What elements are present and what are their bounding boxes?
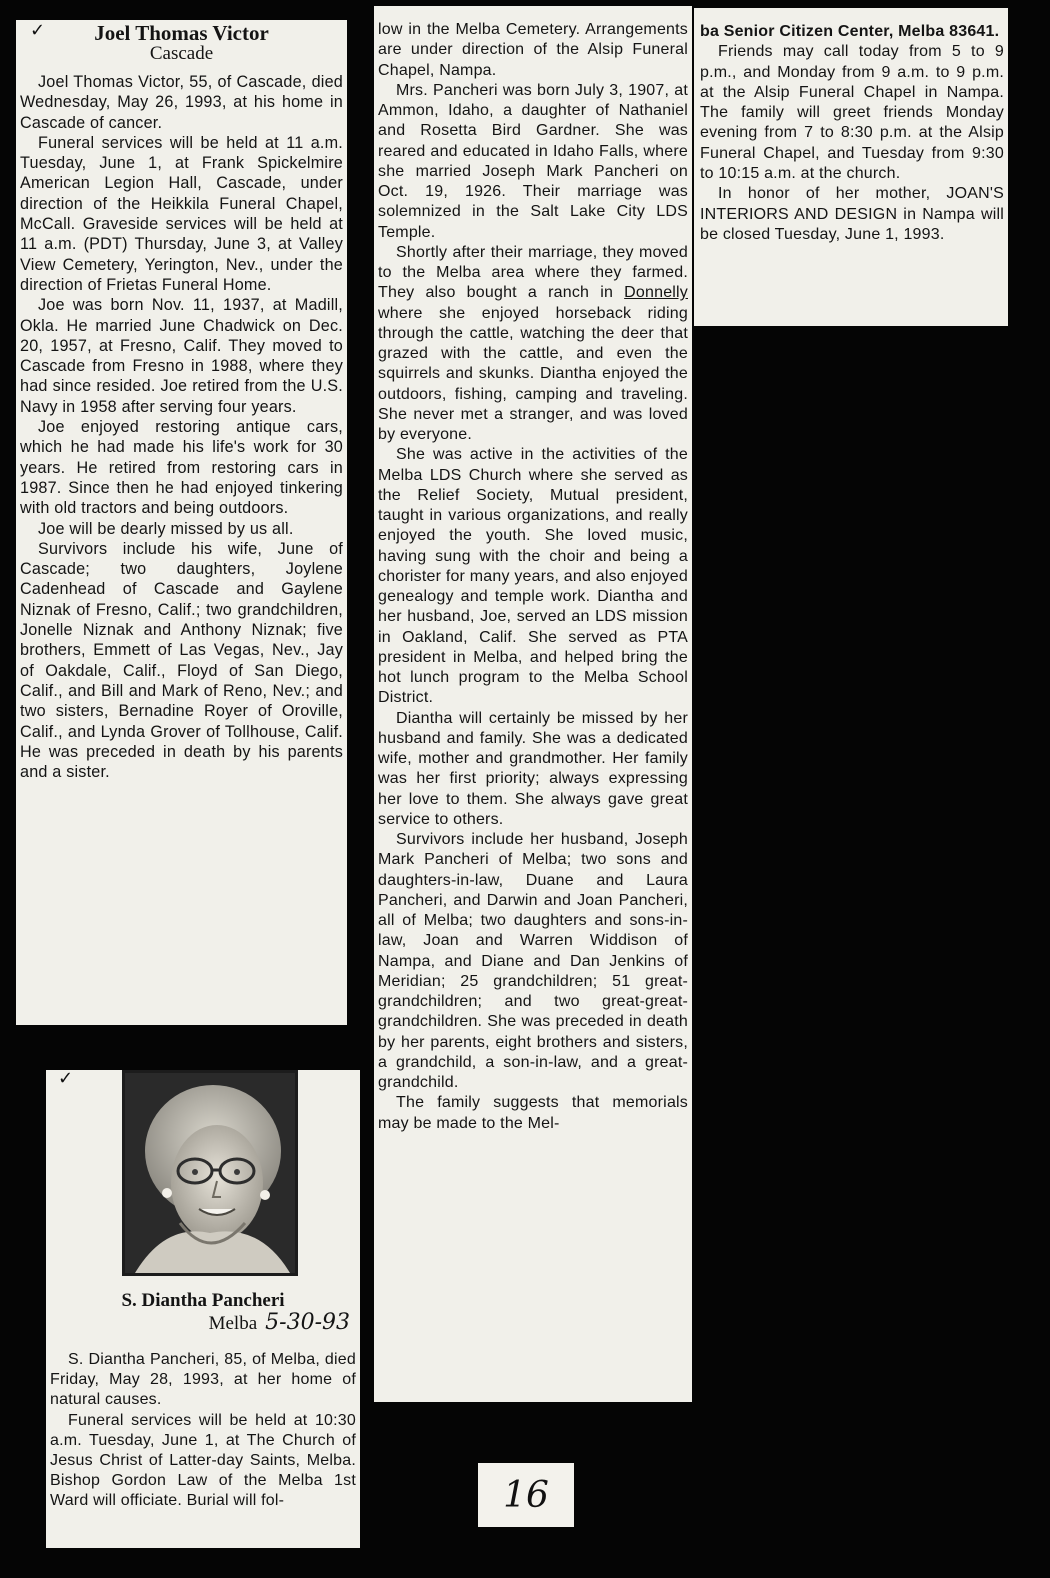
obituary-body: [50, 1350, 356, 1512]
portrait-photo: [122, 1070, 298, 1276]
obituary-paragraph: S. Diantha Pancheri, 85, of Melba, died Friday, May 28, 1993, at her home of natural causes.: [50, 1351, 356, 1409]
portrait-image: [125, 1073, 295, 1273]
obituary-victor: [16, 20, 347, 1025]
obituary-paragraph: She was active in the activities of the Melba LDS Church where she served as the Relief Society, Mutual president, taught in various organizations, and really enjoyed the youth. She loved music, having sung with the choir and being a chorister for many years, and also enjoyed genealogy and temple work. Diantha and her husband, Joe, served an LDS mission in Oakland, Calif. She served as PTA president in Melba, and helped bring the hot lunch program to the Melba School District.: [378, 446, 688, 707]
checkmark-icon: ✓: [58, 1070, 74, 1089]
obituary-paragraph: Funeral services will be held at 10:30 a.m. Tuesday, June 1, at The Church of Jesus Christ of Latter-day Saints, Melba. Bishop Gordon Law of the Melba 1st Ward will officiate. Burial will fol-: [50, 1411, 356, 1510]
handwritten-date: 5-30-93: [265, 1310, 350, 1335]
obituary-paragraph: Joe will be dearly missed by us all.: [38, 519, 294, 538]
page-number-tag: [478, 1463, 574, 1527]
obituary-name: S. Diantha Pancheri: [121, 1290, 285, 1311]
obituary-paragraph: Diantha will certainly be missed by her husband and family. She was a dedicated wife, mother and grandmother. Her family was her first priority; always expressing her love to them. She always gave great service to others.: [378, 709, 688, 828]
paragraph-text: Shortly after their marriage, they moved to the Melba area where they farmed. They also bought a ranch in: [378, 243, 688, 302]
obituary-paragraph: The family suggests that memorials may be made to the Mel-: [378, 1094, 688, 1132]
obituary-paragraph: Survivors include her husband, Joseph Mark Pancheri of Melba; two sons and daughters-in-law, Duane and Laura Pancheri, and Darwin and Joan Pancheri, all of Melba; two daughters and sons-in-law, Joan and Warren Widdison of Nampa, and Diane and Dan Jenkins of Meridian; 25 grandchildren; 51 great-grandchildren; and two great-great-grandchildren. She was preceded in death by her parents, eight brothers and sisters, a grandchild, a son-in-law, and a great-grandchild.: [378, 831, 688, 1091]
obituary-pancheri: [46, 1070, 360, 1548]
obituary-paragraph: ba Senior Citizen Center, Melba 83641.: [700, 23, 1000, 40]
obituary-header: [20, 20, 343, 64]
checkmark-icon: ✓: [30, 20, 46, 41]
obituary-pancheri-end: [694, 8, 1008, 326]
obituary-paragraph: Joel Thomas Victor, 55, of Cascade, died Wednesday, May 26, 1993, at his home in Cascade of cancer.: [20, 73, 343, 132]
obituary-place: Melba: [208, 1313, 258, 1334]
obituary-pancheri-continued: [374, 6, 692, 1402]
obituary-place: Cascade: [149, 43, 214, 64]
page-number: 16: [503, 1474, 549, 1516]
obituary-paragraph: Funeral services will be held at 11 a.m. Tuesday, June 1, at Frank Spickelmire American Legion Hall, Cascade, under direction of the Heikkila Funeral Chapel, McCall. Graveside services will be held at 11 a.m. (PDT) Thursday, June 3, at Valley View Cemetery, Yerington, Nev., under the direction of Frietas Funeral Home.: [20, 133, 343, 294]
underlined-place: Donnelly: [624, 284, 688, 302]
obituary-paragraph: Joe enjoyed restoring antique cars, which he had made his life's work for 30 years. He retired from restoring cars in 1987. Since then he had enjoyed tinkering with old tractors and being outdoors.: [20, 418, 343, 518]
obituary-paragraph: Friends may call today from 5 to 9 p.m., and Monday from 9 a.m. to 9 p.m. at the Alsip Funeral Chapel in Nampa. The family will greet friends Monday evening from 7 to 8:30 p.m. at the Alsip Funeral Chapel, and Tuesday from 9:30 to 10:15 a.m. at the church.: [700, 43, 1004, 183]
obituary-name: Joel Thomas Victor: [94, 21, 269, 45]
place-row: [46, 1312, 360, 1335]
obituary-paragraph: Mrs. Pancheri was born July 3, 1907, at Ammon, Idaho, a daughter of Nathaniel and Rosetta Bird Gardner. She was reared and educated in Idaho Falls, where she married Joseph Mark Pancheri on Oct. 19, 1926. Their marriage was solemnized in the Salt Lake City LDS Temple.: [378, 81, 688, 241]
obituary-paragraph: [378, 243, 688, 446]
obituary-paragraph: In honor of her mother, JOAN'S INTERIORS AND DESIGN in Nampa will be closed Tuesday, June 1, 1993.: [700, 185, 1004, 243]
obituary-paragraph: low in the Melba Cemetery. Arrangements are under direction of the Alsip Funeral Chapel, Nampa.: [378, 21, 688, 79]
obituary-paragraph: Joe was born Nov. 11, 1937, at Madill, Okla. He married June Chadwick on Dec. 20, 1957, at Fresno, Calif. They moved to Cascade from Fresno in 1988, where they had since resided. Joe retired from the U.S. Navy in 1958 after serving four years.: [20, 296, 343, 416]
paragraph-text: where she enjoyed horseback riding through the cattle, watching the deer that grazed with the cattle, and even the squirrels and skunks. Diantha enjoyed the outdoors, fishing, camping and traveling. She never met a stranger, and was loved by everyone.: [378, 304, 688, 443]
obituary-paragraph: Survivors include his wife, June of Cascade; two daughters, Joylene Cadenhead of Cascade and Gaylene Niznak of Fresno, Calif.; two grandchildren, Jonelle Niznak and Anthony Niznak; five brothers, Emmett of Las Vegas, Nev., Jay of Oakdale, Calif., Floyd of San Diego, Calif., and Bill and Mark of Reno, Nev.; and two sisters, Bernadine Royer of Oroville, Calif., and Lynda Grover of Tollhouse, Calif. He was preceded in death by his parents and a sister.: [20, 539, 343, 782]
obituary-header: [46, 1290, 360, 1335]
